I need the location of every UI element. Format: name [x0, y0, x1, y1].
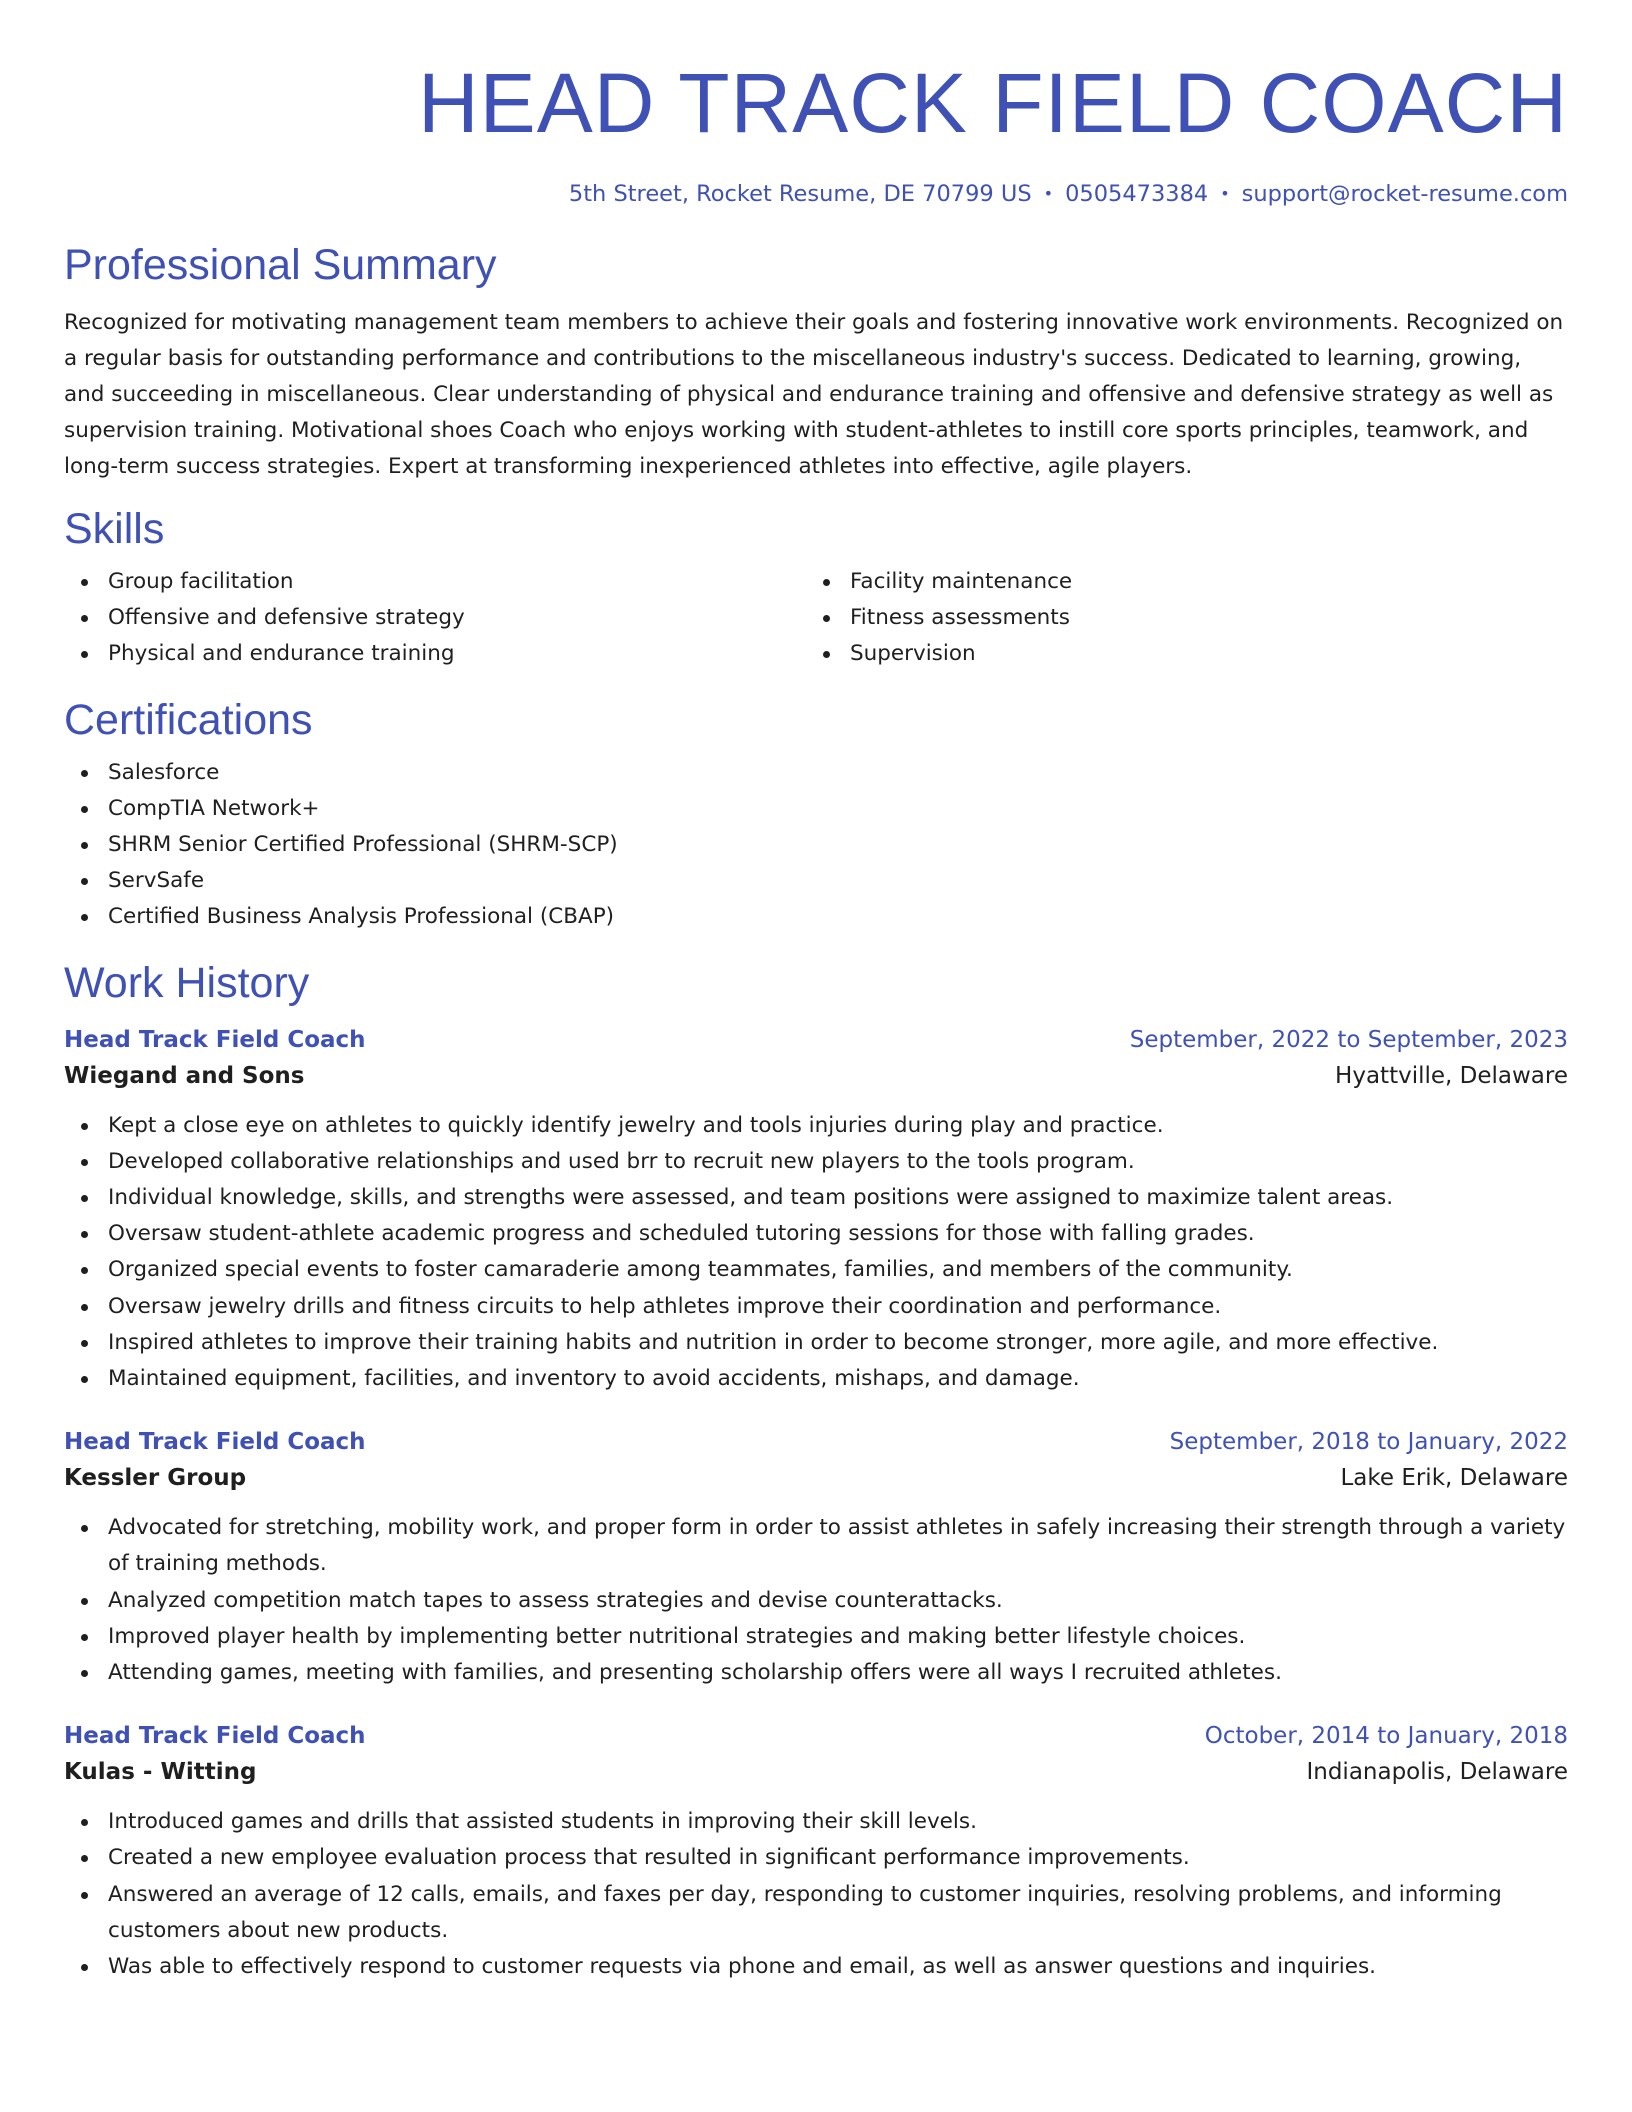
contact-address: 5th Street, Rocket Resume, DE 70799 US	[568, 181, 1032, 207]
job-bullet: Individual knowledge, skills, and strengths were assessed, and team positions were assigned to maximize talent areas.	[108, 1180, 1568, 1216]
skill-item: Fitness assessments	[850, 600, 1548, 636]
certifications-list	[64, 755, 1568, 936]
job-bullet: Attending games, meeting with families, and presenting scholarship offers were all ways I recruited athletes.	[108, 1655, 1568, 1691]
skills-grid	[64, 564, 1568, 673]
job-bullet: Advocated for stretching, mobility work, and proper form in order to assist athletes in safely increasing their strength through a variety of training methods.	[108, 1510, 1568, 1582]
job-title: Head Track Field Coach	[64, 1723, 366, 1750]
job-header-row	[64, 1023, 1568, 1057]
certification-item: Certified Business Analysis Professional (CBAP)	[108, 899, 1568, 935]
job-dates: September, 2022 to September, 2023	[1129, 1026, 1568, 1053]
skill-item: Facility maintenance	[850, 564, 1548, 600]
job-bullet: Kept a close eye on athletes to quickly identify jewelry and tools injuries during play and practice.	[108, 1108, 1568, 1144]
skill-item: Group facilitation	[108, 564, 806, 600]
certification-item: ServSafe	[108, 863, 1568, 899]
work-history-heading: Work History	[64, 958, 310, 1007]
job-title: Head Track Field Coach	[64, 1429, 366, 1456]
job-bullet: Organized special events to foster camaraderie among teammates, families, and members of the community.	[108, 1252, 1568, 1288]
job-location: Lake Erik, Delaware	[1340, 1465, 1568, 1492]
job-bullets	[64, 1510, 1568, 1691]
job-dates: September, 2018 to January, 2022	[1169, 1429, 1568, 1456]
certifications-heading: Certifications	[64, 695, 313, 744]
certification-item: CompTIA Network+	[108, 791, 1568, 827]
page-title: HEAD TRACK FIELD COACH	[418, 56, 1568, 150]
skills-column-left	[64, 564, 806, 673]
job-bullet: Oversaw student-athlete academic progress and scheduled tutoring sessions for those with falling grades.	[108, 1216, 1568, 1252]
job-bullet: Oversaw jewelry drills and fitness circuits to help athletes improve their coordination and performance.	[108, 1289, 1568, 1325]
job-location: Hyattville, Delaware	[1335, 1062, 1568, 1089]
contact-line	[64, 179, 1568, 209]
summary-heading: Professional Summary	[64, 241, 497, 289]
summary-text: Recognized for motivating management team members to achieve their goals and fostering innovative work environments. Recognized on a regular basis for outstanding performance and contributions to the miscellaneous industry's success. Dedicated to learning, growing, and succeeding in miscellaneous. Clear understanding of physical and endurance training and offensive and defensive strategy as well as supervision training. Motivational shoes Coach who enjoys working with student-athletes to instill core sports principles, teamwork, and long-term success strategies. Expert at transforming inexperienced athletes into effective, agile players.	[64, 310, 1564, 479]
job-entry	[64, 1719, 1568, 1985]
job-bullet: Introduced games and drills that assisted students in improving their skill levels.	[108, 1804, 1568, 1840]
job-title: Head Track Field Coach	[64, 1026, 366, 1053]
job-bullet: Inspired athletes to improve their training habits and nutrition in order to become stronger, more agile, and more effective.	[108, 1325, 1568, 1361]
job-bullets	[64, 1804, 1568, 1985]
job-company-row	[64, 1459, 1568, 1497]
contact-separator: •	[1043, 184, 1054, 203]
skills-heading: Skills	[64, 505, 165, 553]
contact-email: support@rocket-resume.com	[1241, 181, 1568, 207]
certification-item: Salesforce	[108, 755, 1568, 791]
job-bullet: Maintained equipment, facilities, and inventory to avoid accidents, mishaps, and damage.	[108, 1361, 1568, 1397]
job-company-row	[64, 1753, 1568, 1791]
job-bullet: Developed collaborative relationships and used brr to recruit new players to the tools program.	[108, 1144, 1568, 1180]
skill-item: Physical and endurance training	[108, 636, 806, 672]
resume-header	[64, 0, 1568, 209]
job-header-row	[64, 1425, 1568, 1459]
skill-item: Offensive and defensive strategy	[108, 600, 806, 636]
job-bullet: Was able to effectively respond to customer requests via phone and email, as well as answer questions and inquiries.	[108, 1949, 1568, 1985]
contact-phone: 0505473384	[1065, 181, 1209, 207]
job-bullet: Analyzed competition match tapes to assess strategies and devise counterattacks.	[108, 1583, 1568, 1619]
skills-list-right	[806, 564, 1548, 673]
job-bullet: Answered an average of 12 calls, emails, and faxes per day, responding to customer inquiries, resolving problems, and informing customers about new products.	[108, 1877, 1568, 1949]
job-dates: October, 2014 to January, 2018	[1204, 1723, 1568, 1750]
skills-list-left	[64, 564, 806, 673]
contact-separator: •	[1220, 184, 1230, 203]
job-company: Kulas - Witting	[64, 1759, 257, 1786]
job-company-row	[64, 1057, 1568, 1095]
job-location: Indianapolis, Delaware	[1306, 1759, 1568, 1786]
job-entry	[64, 1023, 1568, 1398]
skill-item: Supervision	[850, 636, 1548, 672]
job-bullet: Improved player health by implementing better nutritional strategies and making better lifestyle choices.	[108, 1619, 1568, 1655]
job-bullet: Created a new employee evaluation process that resulted in significant performance improvements.	[108, 1840, 1568, 1876]
certification-item: SHRM Senior Certified Professional (SHRM-SCP)	[108, 827, 1568, 863]
job-company: Kessler Group	[64, 1465, 247, 1492]
skills-column-right	[806, 564, 1548, 673]
job-header-row	[64, 1719, 1568, 1753]
job-bullets	[64, 1108, 1568, 1398]
job-entry	[64, 1425, 1568, 1691]
job-company: Wiegand and Sons	[64, 1062, 305, 1089]
